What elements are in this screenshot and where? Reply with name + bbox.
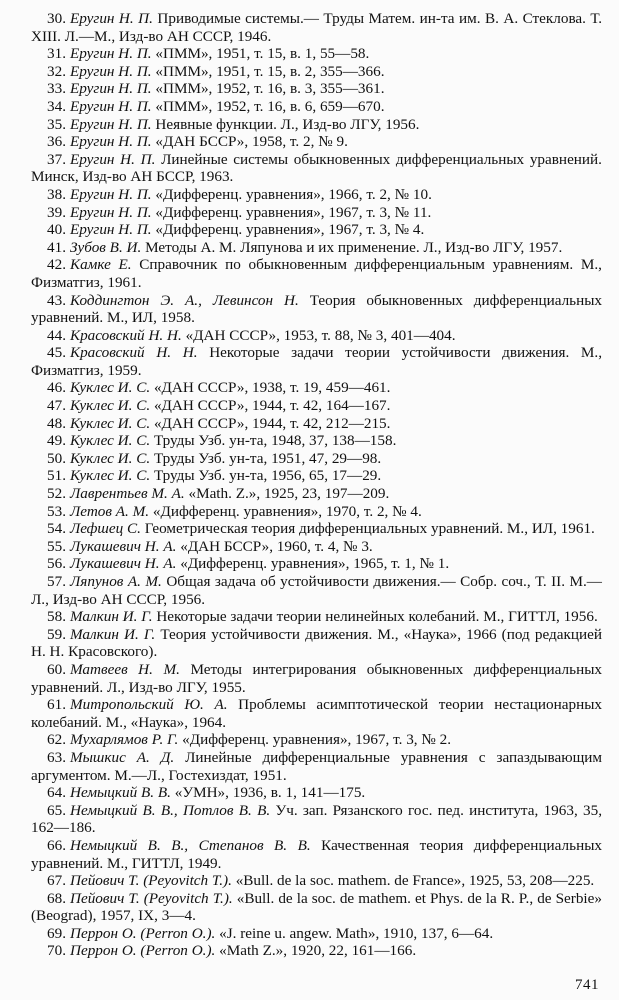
reference-entry bbox=[31, 608, 602, 626]
reference-number: 37. bbox=[47, 150, 66, 168]
reference-entry bbox=[31, 942, 602, 960]
reference-text: «ДАН СССР», 1953, т. 88, № 3, 401—404. bbox=[181, 326, 456, 344]
reference-entry bbox=[31, 626, 602, 661]
reference-number: 67. bbox=[47, 872, 66, 890]
reference-author: Лаврентьев М. А. bbox=[70, 485, 185, 503]
reference-author: Еругин Н. П. bbox=[70, 45, 152, 63]
reference-author: Куклес И. С. bbox=[70, 414, 151, 432]
reference-number: 31. bbox=[47, 45, 66, 63]
reference-text: «ПММ», 1952, т. 16, в. 6, 659—670. bbox=[151, 97, 385, 115]
reference-number: 64. bbox=[47, 784, 66, 802]
reference-author: Еругин Н. П. bbox=[70, 97, 152, 115]
reference-number: 58. bbox=[47, 608, 66, 626]
reference-text: «Дифференц. уравнения», 1967, т. 3, № 2. bbox=[178, 731, 452, 749]
reference-text: Линейные системы обыкновенных дифференциальных уравнений. Минск, Изд-во АН БССР, 1963. bbox=[31, 150, 602, 186]
reference-author: Еругин Н. П. bbox=[70, 62, 152, 80]
reference-author: Красовский Н. Н. bbox=[70, 344, 198, 362]
reference-author: Ляпунов А. М. bbox=[70, 573, 162, 590]
reference-entry bbox=[31, 10, 602, 45]
reference-number: 32. bbox=[47, 62, 66, 80]
reference-entry bbox=[31, 696, 602, 731]
reference-text: «ПММ», 1952, т. 16, в. 3, 355—361. bbox=[151, 80, 385, 98]
reference-entry bbox=[31, 397, 602, 415]
reference-number: 44. bbox=[47, 326, 66, 344]
reference-text: «Дифференц. уравнения», 1967, т. 3, № 11. bbox=[151, 203, 432, 221]
reference-number: 55. bbox=[47, 537, 66, 555]
reference-author: Еругин Н. П. bbox=[70, 80, 152, 98]
reference-entry bbox=[31, 890, 602, 925]
reference-entry bbox=[31, 731, 602, 749]
reference-number: 50. bbox=[47, 449, 66, 467]
reference-author: Лукашевич Н. А. bbox=[70, 555, 177, 573]
reference-entry bbox=[31, 503, 602, 521]
reference-author: Митропольский Ю. А. bbox=[70, 696, 228, 714]
reference-number: 46. bbox=[47, 379, 66, 397]
reference-number: 47. bbox=[47, 397, 66, 415]
reference-number: 33. bbox=[47, 80, 66, 98]
reference-entry bbox=[31, 837, 602, 872]
reference-author: Мышкис А. Д. bbox=[70, 748, 175, 766]
reference-number: 48. bbox=[47, 414, 66, 432]
reference-author: Малкин И. Г. bbox=[70, 625, 156, 643]
reference-text: Качественная теория дифференциальных уравнений. М., ГИТТЛ, 1949. bbox=[31, 836, 602, 872]
reference-number: 56. bbox=[47, 555, 66, 573]
reference-entry bbox=[31, 450, 602, 468]
reference-author: Лефшец С. bbox=[70, 520, 141, 538]
reference-number: 35. bbox=[47, 115, 66, 133]
reference-author: Пейович Т. (Peyovitch T.). bbox=[70, 872, 232, 890]
reference-number: 38. bbox=[47, 185, 66, 203]
reference-text: «ДАН БССР», 1960, т. 4, № 3. bbox=[176, 537, 373, 555]
reference-text: «ДАН СССР», 1944, т. 42, 212—215. bbox=[150, 414, 391, 432]
reference-text: «ДАН СССР», 1944, т. 42, 164—167. bbox=[150, 397, 391, 415]
reference-entry bbox=[31, 45, 602, 63]
reference-number: 45. bbox=[47, 344, 66, 362]
reference-entry bbox=[31, 98, 602, 116]
reference-number: 61. bbox=[47, 696, 66, 714]
reference-text: «Bull. de la soc. de mathem. et Phys. de la R. P., de Serbie» (Beograd), 1957, IX, 3—4. bbox=[31, 889, 602, 925]
reference-author: Еругин Н. П. bbox=[70, 133, 152, 151]
reference-entry bbox=[31, 432, 602, 450]
reference-author: Перрон О. (Perron O.). bbox=[70, 942, 216, 960]
reference-text: Проблемы асимптотической теории нестационарных колебаний. М., «Наука», 1964. bbox=[31, 696, 602, 731]
reference-number: 60. bbox=[47, 660, 66, 678]
reference-number: 51. bbox=[47, 467, 66, 485]
reference-author: Зубов В. И. bbox=[70, 238, 142, 256]
reference-entry bbox=[31, 520, 602, 538]
reference-entry bbox=[31, 239, 602, 257]
reference-entry bbox=[31, 573, 602, 608]
reference-author: Еругин Н. П. bbox=[70, 150, 156, 168]
reference-text: Труды Узб. ун-та, 1948, 37, 138—158. bbox=[150, 432, 397, 450]
reference-author: Пейович Т. (Peyovitch T.). bbox=[70, 889, 233, 907]
reference-number: 53. bbox=[47, 502, 66, 520]
reference-text: Труды Узб. ун-та, 1951, 47, 29—98. bbox=[150, 449, 382, 467]
reference-entry bbox=[31, 151, 602, 186]
reference-text: Некоторые задачи теории устойчивости движения. М., Физматгиз, 1959. bbox=[31, 344, 603, 379]
reference-number: 70. bbox=[47, 942, 66, 960]
reference-text: Неявные функции. Л., Изд-во ЛГУ, 1956. bbox=[151, 115, 420, 133]
reference-text: «ДАН БССР», 1958, т. 2, № 9. bbox=[151, 133, 348, 151]
reference-text: «Дифференц. уравнения», 1970, т. 2, № 4. bbox=[149, 502, 422, 520]
reference-number: 30. bbox=[47, 10, 66, 27]
reference-author: Куклес И. С. bbox=[70, 397, 151, 415]
reference-entry bbox=[31, 116, 602, 134]
reference-author: Лукашевич Н. А. bbox=[70, 537, 177, 555]
reference-text: «Дифференц. уравнения», 1967, т. 3, № 4. bbox=[151, 221, 425, 239]
reference-text: Теория обыкновенных дифференциальных уравнений. М., ИЛ, 1958. bbox=[31, 291, 603, 327]
reference-number: 40. bbox=[47, 221, 66, 239]
reference-text: Линейные дифференциальные уравнения с запаздывающим аргументом. М.—Л., Гостехиздат, 1951. bbox=[31, 748, 602, 784]
reference-author: Малкин И. Г. bbox=[70, 608, 153, 626]
reference-author: Еругин Н. П. bbox=[70, 203, 152, 221]
reference-text: Теория устойчивости движения. М., «Наука», 1966 (под редакцией Н. Н. Красовского). bbox=[31, 625, 602, 661]
reference-entry bbox=[31, 63, 602, 81]
reference-number: 69. bbox=[47, 924, 66, 942]
reference-number: 39. bbox=[47, 203, 66, 221]
reference-list bbox=[31, 10, 602, 960]
reference-author: Матвеев Н. М. bbox=[70, 660, 180, 678]
reference-number: 34. bbox=[47, 97, 66, 115]
reference-entry bbox=[31, 555, 602, 573]
reference-entry bbox=[31, 485, 602, 503]
reference-number: 68. bbox=[47, 889, 66, 907]
reference-author: Немыцкий В. В., Степанов В. В. bbox=[70, 836, 311, 854]
reference-text: «ДАН СССР», 1938, т. 19, 459—461. bbox=[150, 379, 391, 397]
reference-number: 52. bbox=[47, 485, 66, 503]
reference-text: Труды Узб. ун-та, 1956, 65, 17—29. bbox=[150, 467, 382, 485]
reference-entry bbox=[31, 661, 602, 696]
reference-number: 49. bbox=[47, 432, 66, 450]
reference-entry bbox=[31, 186, 602, 204]
reference-text: Геометрическая теория дифференциальных уравнений. М., ИЛ, 1961. bbox=[140, 520, 595, 538]
reference-text: «Math. Z.», 1925, 23, 197—209. bbox=[184, 485, 390, 503]
reference-author: Еругин Н. П. bbox=[70, 115, 152, 133]
reference-author: Перрон О. (Perron O.). bbox=[70, 924, 216, 942]
reference-entry bbox=[31, 538, 602, 556]
reference-text: Некоторые задачи теории нелинейных колебаний. М., ГИТТЛ, 1956. bbox=[152, 608, 598, 626]
reference-number: 36. bbox=[47, 133, 66, 151]
reference-text: «J. reine u. angew. Math», 1910, 137, 6—64. bbox=[215, 924, 494, 942]
reference-author: Еругин Н. П. bbox=[70, 221, 152, 239]
reference-text: «Math Z.», 1920, 22, 161—166. bbox=[215, 942, 417, 960]
reference-entry bbox=[31, 80, 602, 98]
reference-text: «Bull. de la soc. mathem. de France», 1925, 53, 208—225. bbox=[231, 872, 595, 890]
reference-author: Куклес И. С. bbox=[70, 467, 151, 485]
reference-author: Красовский Н. Н. bbox=[70, 326, 182, 344]
reference-entry bbox=[31, 256, 602, 291]
reference-text: «Дифференц. уравнения», 1965, т. 1, № 1. bbox=[176, 555, 450, 573]
reference-author: Немыцкий В. В. bbox=[70, 784, 171, 802]
reference-entry bbox=[31, 133, 602, 151]
reference-number: 59. bbox=[47, 625, 66, 643]
reference-text: Уч. зап. Рязанского гос. пед. института, 1963, 35, 162—186. bbox=[31, 801, 603, 837]
reference-text: «ПММ», 1951, т. 15, в. 1, 55—58. bbox=[151, 45, 370, 63]
reference-entry bbox=[31, 344, 602, 379]
reference-entry bbox=[31, 221, 602, 239]
reference-number: 63. bbox=[47, 748, 66, 766]
reference-entry bbox=[31, 379, 602, 397]
reference-text: Справочник по обыкновенным дифференциальным уравнениям. М., Физматгиз, 1961. bbox=[31, 256, 602, 291]
reference-entry bbox=[31, 292, 602, 327]
reference-number: 66. bbox=[47, 836, 66, 854]
reference-number: 41. bbox=[47, 238, 66, 256]
page-number: 741 bbox=[575, 977, 599, 993]
reference-entry bbox=[31, 784, 602, 802]
reference-text: «УМН», 1936, в. 1, 141—175. bbox=[170, 784, 366, 802]
reference-entry bbox=[31, 925, 602, 943]
reference-entry bbox=[31, 872, 602, 890]
reference-entry bbox=[31, 204, 602, 222]
reference-author: Коддингтон Э. А., Левинсон Н. bbox=[70, 291, 299, 309]
reference-author: Куклес И. С. bbox=[70, 432, 151, 450]
reference-author: Куклес И. С. bbox=[70, 379, 151, 397]
reference-entry bbox=[31, 802, 602, 837]
reference-number: 43. bbox=[47, 291, 66, 309]
reference-author: Куклес И. С. bbox=[70, 449, 151, 467]
reference-author: Камке Е. bbox=[70, 256, 132, 274]
reference-number: 62. bbox=[47, 731, 66, 749]
reference-entry bbox=[31, 749, 602, 784]
reference-number: 65. bbox=[47, 801, 66, 819]
reference-number: 54. bbox=[47, 520, 66, 538]
reference-text: «ПММ», 1951, т. 15, в. 2, 355—366. bbox=[151, 62, 385, 80]
reference-text: Общая задача об устойчивости движения.— Собр. соч., Т. II. М.—Л., Изд-во АН СССР, 1956. bbox=[31, 573, 602, 608]
reference-number: 57. bbox=[47, 573, 66, 590]
reference-entry bbox=[31, 415, 602, 433]
reference-author: Летов А. М. bbox=[70, 502, 150, 520]
reference-author: Мухарлямов Р. Г. bbox=[70, 731, 179, 749]
reference-entry bbox=[31, 327, 602, 345]
reference-author: Немыцкий В. В., Потлов В. В. bbox=[70, 801, 271, 819]
reference-text: Методы А. М. Ляпунова и их применение. Л., Изд-во ЛГУ, 1957. bbox=[141, 238, 563, 256]
reference-author: Еругин Н. П. bbox=[70, 185, 152, 203]
reference-entry bbox=[31, 467, 602, 485]
reference-text: Методы интегрирования обыкновенных дифференциальных уравнений. Л., Изд-во ЛГУ, 1955. bbox=[31, 660, 602, 696]
reference-text: Приводимые системы.— Труды Матем. ин-та им. В. А. Стеклова. Т. XIII. Л.—М., Изд-во АН СССР, 1946. bbox=[31, 10, 602, 45]
reference-number: 42. bbox=[47, 256, 66, 274]
reference-text: «Дифференц. уравнения», 1966, т. 2, № 10. bbox=[151, 185, 432, 203]
reference-author: Еругин Н. П. bbox=[70, 10, 153, 27]
